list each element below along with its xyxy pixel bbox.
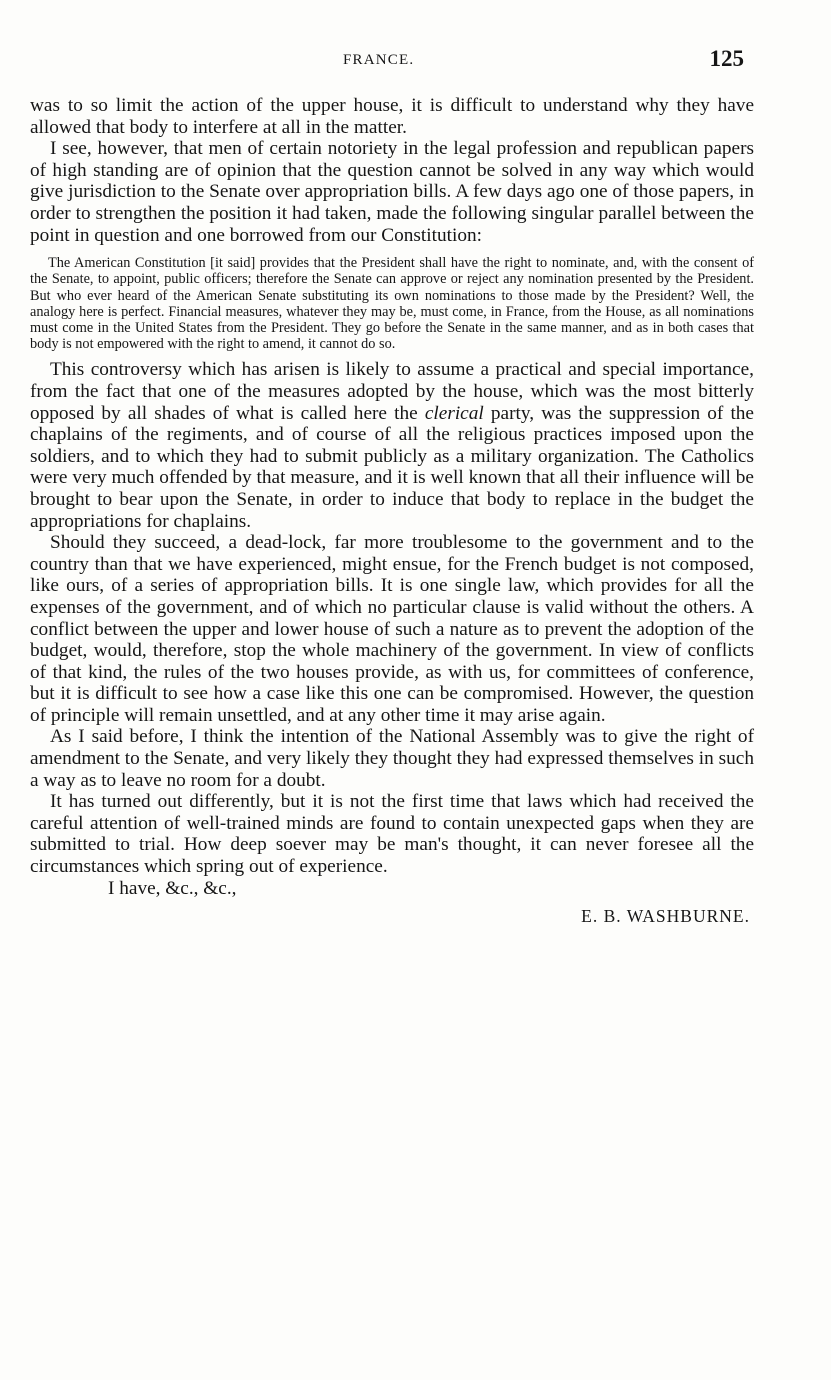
paragraph-text: I see, however, that men of certain notoriety in the legal profession and republican papers of high standing are of opinion that the question cannot be solved in any way which would give jurisdiction to the Senate over appropriation bills. A few days ago one of those papers, in order to strengthen the position it had taken, made the following singular parallel between the point in question and one borrowed from our Constitution: [30,138,754,246]
closing-line: I have, &c., &c., [108,877,237,899]
block-quote [30,255,754,352]
paragraph-text: party, was the suppression of the chaplains of the regiments, and of course of all the religious practices imposed upon the soldiers, and to which they had to submit publicly as a military organization. The Catholics were very much offended by that measure, and it is well known that all their influence will be brought to bear upon the Senate, in order to induce that body to replace in the budget the appropriations for chaplains. [30,402,754,532]
paragraph-text: This controversy which has arisen is likely to assume a practical and special importance, from the fact that one of the measures adopted by the house, which was the most bitterly opposed by all shades of what is called here the [30,359,754,424]
paragraph-text: Should they succeed, a dead-lock, far more troublesome to the government and to the country than that we have experienced, might ensue, for the French budget is not composed, like ours, of a series of appropriation bills. It is one single law, which provides for all the expenses of the government, and of which no particular clause is valid without the others. A conflict between the upper and lower house of such a nature as to prevent the adoption of the budget, would, therefore, stop the whole machinery of the government. In view of conflicts of that kind, the rules of the two houses provide, as with us, for committees of conference, but it is difficult to see how a case like this one can be compromised. However, the question of principle will remain unsettled, and at any other time it may arise again. [30,532,754,726]
page-number: 125 [709,46,744,71]
page-header [0,46,831,76]
paragraph-conclusion [30,791,754,877]
body-text [30,95,754,927]
quote-text: The American Constitution [it said] provides that the President shall have the right to nominate, and, with the consent of the Senate, to appoint, public officers; therefore the Senate can approve or reject any nomination presented by the President. But who ever heard of the American Senate substituting its own nominations to those made by the President? Well, the analogy here is perfect. Financial measures, whatever they may be, must come, in France, from the House, as all nominations must come in the United States from the President. They go before the Senate in the same manner, and as in both cases that body is not empowered with the right to amend, it cannot do so. [30,255,754,353]
paragraph-text: As I said before, I think the intention of the National Assembly was to give the right of amendment to the Senate, and very likely they thought they had expressed themselves in such a way as to leave no room for a doubt. [30,726,754,791]
paragraph-text: was to so limit the action of the upper house, it is difficult to understand why they have allowed that body to interfere at all in the matter. [30,95,754,138]
paragraph-national-assembly [30,726,754,791]
paragraph-dead-lock [30,532,754,726]
paragraph-controversy [30,359,754,532]
running-head: FRANCE. [343,52,415,68]
paragraph-continuation [30,95,754,138]
paragraph-text: It has turned out differently, but it is not the first time that laws which had received the careful attention of well-trained minds are found to contain unexpected gaps when they are submitted to trial. How deep soever may be man's thought, it can never foresee all the circumstances which spring out of experience. [30,791,754,878]
paragraph-legal-opinion [30,138,754,246]
italic-term: clerical [424,402,484,424]
signature: E. B. WASHBURNE. [581,906,750,927]
